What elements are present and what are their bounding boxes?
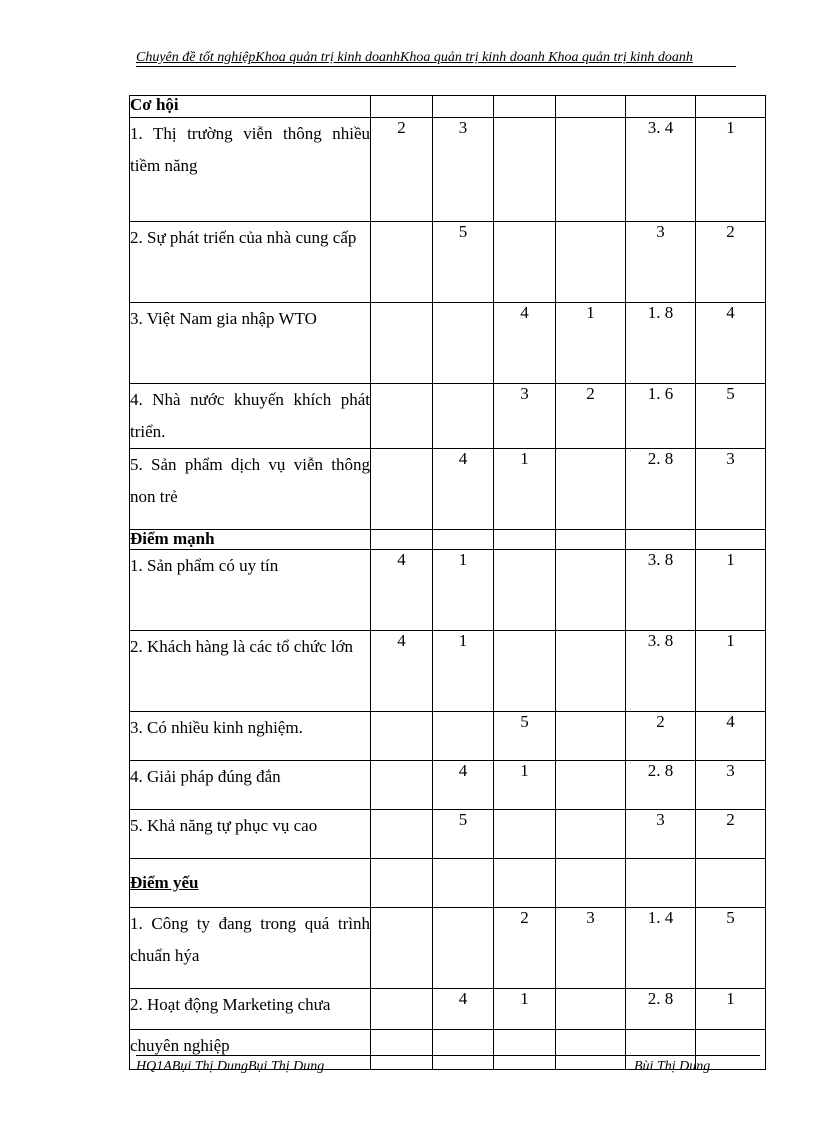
empty-cell — [494, 96, 556, 118]
criterion-label: 5. Khả năng tự phục vụ cao — [130, 810, 371, 859]
criterion-label: 1. Thị trường viễn thông nhiều tiềm năng — [130, 118, 371, 222]
score-cell: 5 — [696, 384, 766, 449]
criterion-label: chuyên nghiệp — [130, 1030, 371, 1070]
score-cell: 4 — [494, 303, 556, 384]
table-row — [130, 989, 766, 1030]
score-cell — [494, 631, 556, 712]
score-cell — [371, 712, 433, 761]
score-cell: 3 — [626, 222, 696, 303]
section-title: Điểm yếu — [130, 859, 371, 908]
empty-cell — [696, 859, 766, 908]
criterion-label: 4. Giải pháp đúng đắn — [130, 761, 371, 810]
footer-author-right: Bùi Thị Dung — [634, 1059, 711, 1074]
section-title: Điểm mạnh — [130, 530, 371, 550]
score-cell — [371, 1030, 433, 1070]
score-cell: 3 — [696, 761, 766, 810]
score-cell — [556, 550, 626, 631]
table-row — [130, 449, 766, 530]
footer-divider — [136, 1055, 760, 1056]
score-cell — [371, 761, 433, 810]
empty-cell — [696, 96, 766, 118]
score-cell — [556, 989, 626, 1030]
section-row — [130, 530, 766, 550]
footer-author-left: HQ1ABụi Thị DungBụi Thị Dung — [136, 1059, 325, 1074]
criterion-label: 2. Hoạt động Marketing chưa — [130, 989, 371, 1030]
table-row — [130, 712, 766, 761]
score-cell: 1 — [696, 989, 766, 1030]
score-cell — [433, 303, 494, 384]
empty-cell — [371, 859, 433, 908]
score-cell — [494, 1030, 556, 1070]
score-cell: 2 — [556, 384, 626, 449]
score-cell: 1 — [433, 550, 494, 631]
score-cell — [494, 222, 556, 303]
criterion-label: 2. Khách hàng là các tổ chức lớn — [130, 631, 371, 712]
score-cell — [371, 810, 433, 859]
header-text: Chuyên đề tốt nghiệpKhoa quản trị kinh doanhKhoa quản trị kinh doanh Khoa quản trị kinh doanh — [136, 50, 693, 65]
empty-cell — [626, 96, 696, 118]
criterion-label: 5. Sản phẩm dịch vụ viễn thông non trẻ — [130, 449, 371, 530]
score-cell — [556, 761, 626, 810]
score-cell: 3 — [696, 449, 766, 530]
empty-cell — [556, 530, 626, 550]
score-cell — [556, 449, 626, 530]
score-cell — [371, 989, 433, 1030]
score-cell: 2 — [696, 810, 766, 859]
score-cell: 2 — [371, 118, 433, 222]
score-cell — [556, 222, 626, 303]
empty-cell — [696, 530, 766, 550]
criterion-label: 3. Có nhiều kinh nghiệm. — [130, 712, 371, 761]
score-cell: 3 — [556, 908, 626, 989]
score-cell: 4 — [433, 989, 494, 1030]
score-cell: 1. 4 — [626, 908, 696, 989]
score-cell — [371, 384, 433, 449]
empty-cell — [494, 530, 556, 550]
empty-cell — [556, 96, 626, 118]
score-cell: 3. 4 — [626, 118, 696, 222]
score-cell: 3 — [626, 810, 696, 859]
table-row — [130, 810, 766, 859]
score-cell: 4 — [696, 303, 766, 384]
empty-cell — [371, 530, 433, 550]
empty-cell — [371, 96, 433, 118]
score-cell: 3. 8 — [626, 631, 696, 712]
score-cell: 4 — [371, 631, 433, 712]
empty-cell — [626, 859, 696, 908]
empty-cell — [433, 96, 494, 118]
table-row — [130, 303, 766, 384]
score-cell — [371, 908, 433, 989]
score-cell: 2. 8 — [626, 449, 696, 530]
empty-cell — [626, 530, 696, 550]
score-cell: 4 — [371, 550, 433, 631]
score-cell — [433, 712, 494, 761]
score-cell — [494, 118, 556, 222]
table-row — [130, 384, 766, 449]
score-cell: 2 — [626, 712, 696, 761]
score-cell: 2 — [494, 908, 556, 989]
score-cell: 3 — [494, 384, 556, 449]
score-cell: 2. 8 — [626, 989, 696, 1030]
score-cell: 3 — [433, 118, 494, 222]
section-row — [130, 859, 766, 908]
empty-cell — [556, 859, 626, 908]
page-header — [136, 50, 736, 67]
score-cell: 1 — [556, 303, 626, 384]
score-cell: 1 — [696, 118, 766, 222]
score-cell: 3. 8 — [626, 550, 696, 631]
criterion-label: 1. Công ty đang trong quá trình chuẩn hýa — [130, 908, 371, 989]
score-cell — [556, 631, 626, 712]
score-cell — [371, 222, 433, 303]
table-row — [130, 550, 766, 631]
score-cell: 4 — [696, 712, 766, 761]
score-cell: 4 — [433, 449, 494, 530]
score-cell: 5 — [494, 712, 556, 761]
score-cell: 1 — [494, 989, 556, 1030]
score-cell: 5 — [696, 908, 766, 989]
evaluation-table — [129, 95, 766, 1070]
criterion-label: 1. Sản phẩm có uy tín — [130, 550, 371, 631]
table-row — [130, 222, 766, 303]
score-cell — [433, 1030, 494, 1070]
table-row — [130, 631, 766, 712]
empty-cell — [494, 859, 556, 908]
empty-cell — [433, 530, 494, 550]
score-cell: 1 — [696, 631, 766, 712]
score-cell: 1. 6 — [626, 384, 696, 449]
score-cell — [433, 908, 494, 989]
score-cell: 1 — [494, 761, 556, 810]
score-cell: 1 — [494, 449, 556, 530]
score-cell: 2. 8 — [626, 761, 696, 810]
score-cell — [371, 303, 433, 384]
score-cell: 5 — [433, 222, 494, 303]
criterion-label: 4. Nhà nước khuyến khích phát triển. — [130, 384, 371, 449]
score-cell — [494, 550, 556, 631]
score-cell: 1. 8 — [626, 303, 696, 384]
criterion-label: 3. Việt Nam gia nhập WTO — [130, 303, 371, 384]
score-cell — [556, 712, 626, 761]
score-cell: 1 — [696, 550, 766, 631]
score-cell: 2 — [696, 222, 766, 303]
score-cell — [433, 384, 494, 449]
criterion-label: 2. Sự phát triển của nhà cung cấp — [130, 222, 371, 303]
section-title: Cơ hội — [130, 96, 371, 118]
score-cell — [494, 810, 556, 859]
table-row — [130, 118, 766, 222]
empty-cell — [433, 859, 494, 908]
section-row — [130, 96, 766, 118]
score-cell: 5 — [433, 810, 494, 859]
score-cell — [371, 449, 433, 530]
score-cell: 1 — [433, 631, 494, 712]
score-cell: 4 — [433, 761, 494, 810]
score-cell — [556, 1030, 626, 1070]
table-row — [130, 761, 766, 810]
score-cell — [556, 118, 626, 222]
table-row — [130, 908, 766, 989]
score-cell — [556, 810, 626, 859]
